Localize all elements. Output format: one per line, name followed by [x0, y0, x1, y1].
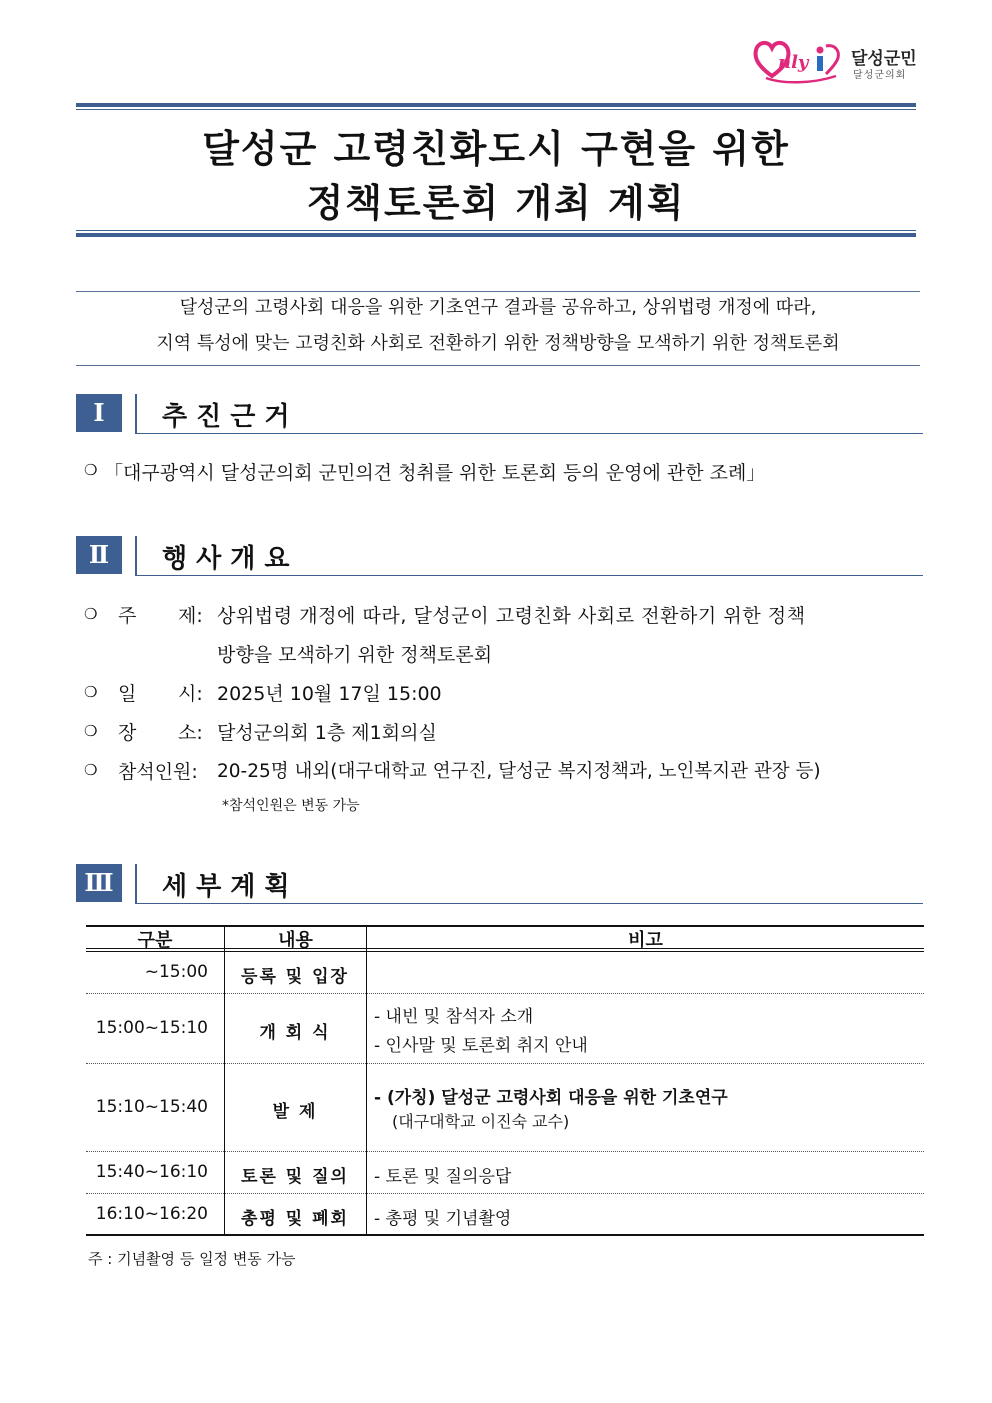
table-header-content: 내용 — [278, 930, 313, 951]
overview-attendees-note: *참석인원은 변동 가능 — [222, 798, 360, 814]
overview-bullet: ❍ — [84, 761, 98, 779]
summary-line1: 달성군의 고령사회 대응을 위한 기초연구 결과를 공유하고, 상위법령 개정에 따라, — [179, 297, 817, 318]
table-cell-note: - 총평 및 기념촬영 — [374, 1209, 512, 1229]
overview-place-label-b: 소: — [178, 722, 203, 744]
table-row-divider — [86, 993, 924, 994]
basis-bullet: ❍ — [84, 461, 98, 479]
overview-topic-value: 상위법령 개정에 따라, 달성군이 고령친화 사회로 전환하기 위한 정책 — [217, 605, 806, 627]
table-cell-time: ~15:00 — [144, 962, 208, 982]
overview-place-value: 달성군의회 1층 제1회의실 — [217, 722, 437, 744]
summary-line2: 지역 특성에 맞는 고령친화 사회로 전환하기 위한 정책방향을 모색하기 위한 정책토론회 — [156, 333, 840, 354]
table-rule-bottom — [86, 1234, 924, 1236]
overview-topic-label-a: 주 — [118, 605, 137, 627]
table-header-notes: 비고 — [628, 930, 663, 951]
overview-topic-value-cont: 방향을 모색하기 위한 정책토론회 — [217, 644, 493, 666]
logo-sub-name: 달성군의회 — [853, 70, 907, 81]
overview-topic-label-b: 제: — [178, 605, 203, 627]
title-rule-bottom — [76, 233, 916, 237]
table-row-divider — [86, 1193, 924, 1194]
section-2-title: 행사개요 — [162, 544, 299, 574]
page-title-line1: 달성군 고령친화도시 구현을 위한 — [202, 127, 790, 171]
table-cell-time: 16:10~16:20 — [95, 1204, 208, 1224]
table-row-divider — [86, 1151, 924, 1152]
table-cell-item: 등록 및 입장 — [241, 967, 349, 987]
overview-date-label-a: 일 — [118, 683, 137, 705]
title-rule-top-thin — [76, 109, 916, 110]
page-title-line2: 정책토론회 개최 계획 — [306, 181, 686, 225]
table-cell-item: 토론 및 질의 — [241, 1167, 349, 1187]
section-2-rule — [135, 575, 923, 576]
overview-bullet: ❍ — [84, 605, 98, 623]
title-rule-top — [76, 103, 916, 107]
section-3-number: Ⅲ — [76, 864, 122, 902]
table-cell-item: 총평 및 폐회 — [241, 1209, 349, 1229]
summary-box — [76, 290, 920, 362]
basis-text: 「대구광역시 달성군의회 군민의견 청취를 위한 토론회 등의 운영에 관한 조례」 — [104, 462, 766, 484]
table-row-divider — [86, 1063, 924, 1064]
table-cell-item: 개 회 식 — [259, 1023, 331, 1043]
title-rule-bottom-thin — [76, 230, 916, 231]
table-cell-note: - 토론 및 질의응답 — [374, 1167, 512, 1187]
section-3-rule — [135, 903, 923, 904]
summary-rule-bottom — [76, 365, 920, 366]
overview-attendees-label: 참석인원: — [118, 761, 198, 783]
overview-date-label-b: 시: — [178, 683, 203, 705]
svg-text:nly: nly — [778, 52, 809, 73]
overview-place-label-a: 장 — [118, 722, 137, 744]
table-header-time: 구분 — [137, 930, 173, 951]
table-cell-time: 15:00~15:10 — [95, 1018, 208, 1038]
section-3-divider — [135, 864, 137, 904]
section-1-title: 추진근거 — [162, 402, 299, 432]
table-footnote: 주 : 기념촬영 등 일정 변동 가능 — [88, 1250, 296, 1268]
table-cell-time: 15:40~16:10 — [95, 1162, 208, 1182]
table-cell-note: - 내빈 및 참석자 소개 — [374, 1007, 534, 1027]
overview-bullet: ❍ — [84, 683, 98, 701]
section-1-rule — [135, 433, 923, 434]
table-cell-note: (대구대학교 이진숙 교수) — [392, 1112, 570, 1131]
section-2-divider — [135, 536, 137, 576]
section-3-title: 세부계획 — [162, 872, 299, 902]
table-cell-item: 발 제 — [272, 1102, 318, 1122]
overview-attendees-value: 20-25명 내외(대구대학교 연구진, 달성군 복지정책과, 노인복지관 관장 등) — [217, 761, 821, 782]
overview-bullet: ❍ — [84, 722, 98, 740]
table-cell-note: - (가칭) 달성군 고령사회 대응을 위한 기초연구 — [374, 1088, 728, 1108]
table-cell-time: 15:10~15:40 — [95, 1097, 208, 1117]
heart-logo-icon — [752, 36, 852, 84]
logo-name: 달성군민 — [851, 49, 917, 69]
section-2-number: Ⅱ — [76, 536, 122, 574]
section-1-number: Ⅰ — [76, 394, 122, 432]
table-col-divider — [366, 925, 367, 1235]
overview-date-value: 2025년 10월 17일 15:00 — [217, 683, 442, 705]
table-cell-note: - 인사말 및 토론회 취지 안내 — [374, 1036, 588, 1056]
section-1-divider — [135, 394, 137, 434]
